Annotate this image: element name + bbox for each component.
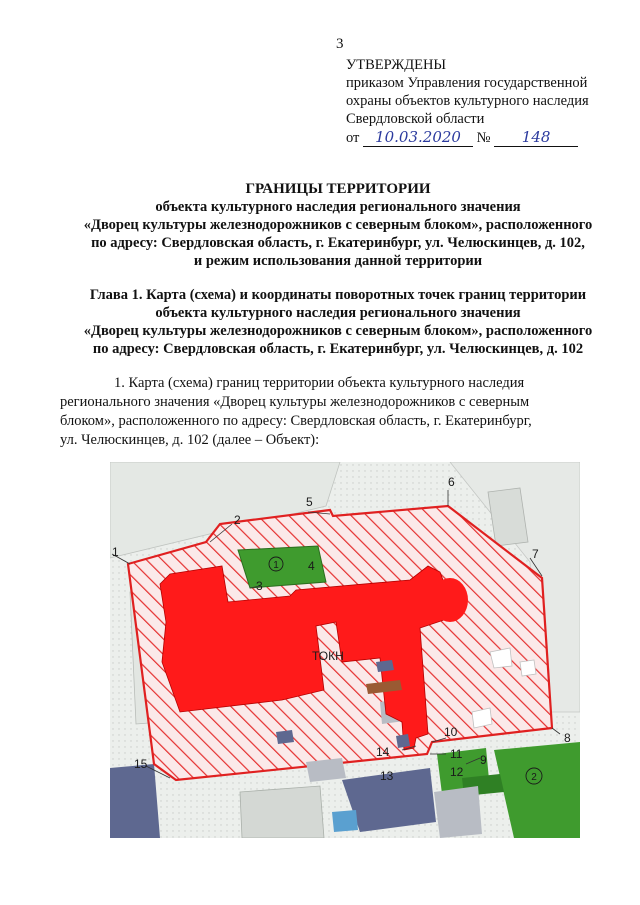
- paragraph-line-3: блоком», расположенного по адресу: Свердловская область, г. Екатеринбург,: [60, 413, 532, 429]
- circle-marker-label: 1: [273, 560, 279, 571]
- heading-title: ГРАНИЦЫ ТЕРРИТОРИИ: [245, 181, 431, 197]
- approval-line-3: Свердловской области: [346, 111, 485, 127]
- approval-line-1: приказом Управления государственной: [346, 75, 588, 91]
- approval-date-line: [346, 128, 589, 147]
- date-prefix: от: [346, 130, 360, 146]
- chapter-line-1: Глава 1. Карта (схема) и координаты поворотных точек границ территории: [89, 287, 587, 303]
- point-label: 9: [480, 753, 487, 767]
- chapter-line-3: «Дворец культуры железнодорожников с северным блоком», расположенного: [83, 323, 593, 339]
- point-label: 3: [256, 579, 263, 593]
- white-fragment: [472, 708, 492, 728]
- point-label: 12: [450, 765, 464, 779]
- heading-line-4: и режим использования данной территории: [193, 253, 483, 269]
- blue-fragment: [376, 660, 394, 672]
- page-number: 3: [336, 36, 344, 52]
- point-label: 6: [448, 475, 455, 489]
- map-svg: [110, 462, 580, 838]
- point-label: 2: [234, 513, 241, 527]
- circle-marker-label: 2: [531, 772, 537, 783]
- building-gray: [306, 758, 346, 782]
- heading-line-3: по адресу: Свердловская область, г. Екатеринбург, ул. Челюскинцев, д. 102,: [91, 235, 585, 251]
- number-prefix: №: [476, 130, 491, 146]
- paragraph-line-2: регионального значения «Дворец культуры железнодорожников с северным: [60, 394, 530, 410]
- point-label: 10: [444, 725, 458, 739]
- territory-map: [110, 462, 580, 838]
- blue-fragment: [396, 734, 410, 748]
- building-blue-gray: [110, 764, 160, 838]
- building-gray: [434, 786, 482, 838]
- point-label: 13: [380, 769, 394, 783]
- chapter-line-2: объекта культурного наследия регионального значения: [155, 305, 521, 321]
- chapter-line-4: по адресу: Свердловская область, г. Екатеринбург, ул. Челюскинцев, д. 102: [92, 341, 584, 357]
- point-label: 15: [134, 757, 148, 771]
- paragraph-line-1: 1. Карта (схема) границ территории объекта культурного наследия: [114, 375, 525, 391]
- document-heading: [60, 180, 616, 270]
- object-rotunda: [432, 578, 468, 622]
- point-label: 8: [564, 731, 571, 745]
- white-fragment: [520, 660, 536, 676]
- point-label: 1: [112, 545, 119, 559]
- object-label: ТОКН: [312, 649, 344, 663]
- pool-blue: [332, 810, 358, 832]
- approval-block: [346, 56, 589, 147]
- point-label: 11: [450, 747, 463, 761]
- point-label: 5: [306, 495, 313, 509]
- approval-date: 10.03.2020: [363, 128, 473, 147]
- chapter-heading: [60, 286, 616, 358]
- paragraph-1: [60, 374, 616, 450]
- paragraph-line-4: ул. Челюскинцев, д. 102 (далее – Объект):: [60, 432, 320, 448]
- heading-line-1: объекта культурного наследия регионального значения: [155, 199, 521, 215]
- approval-line-2: охраны объектов культурного наследия: [346, 93, 589, 109]
- point-label: 7: [532, 547, 539, 561]
- approval-number: 148: [494, 128, 578, 147]
- heading-line-2: «Дворец культуры железнодорожников с северным блоком», расположенного: [83, 217, 593, 233]
- building-outline: [240, 786, 324, 838]
- point-label: 4: [308, 559, 315, 573]
- point-label: 14: [376, 745, 390, 759]
- white-fragment: [490, 648, 512, 668]
- blue-fragment: [276, 730, 294, 744]
- approval-title: УТВЕРЖДЕНЫ: [346, 57, 447, 73]
